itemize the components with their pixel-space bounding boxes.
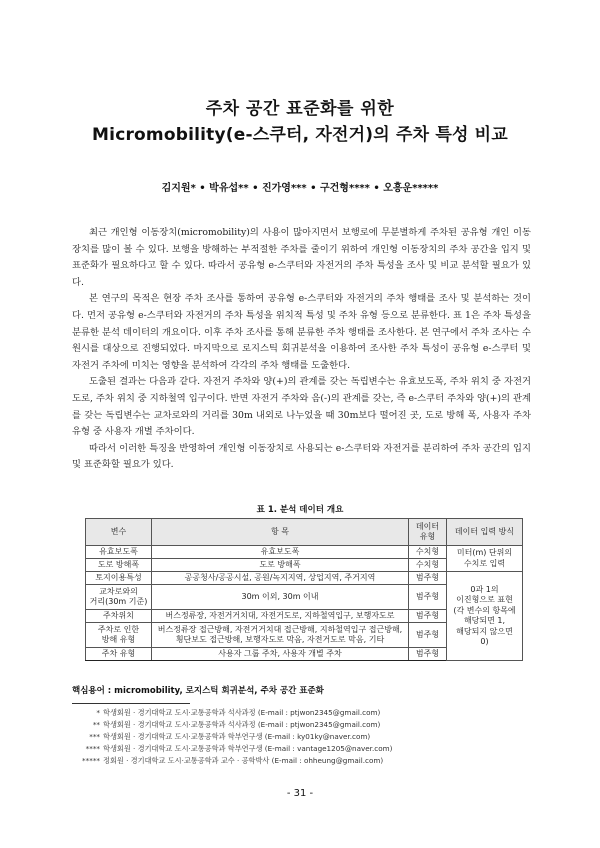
footnote-text: 학생회원 · 경기대학교 도시·교통공학과 석사과정 (E-mail : ptjwon2345@gmail.com) [103,720,381,729]
header-data-type-line-2: 유형 [419,532,436,541]
title-line-1: 주차 공간 표준화를 위한 [205,99,395,119]
title-line-2: Micromobility(e-스쿠터, 자전거)의 주차 특성 비교 [92,125,508,145]
abstract [72,225,531,474]
method-numeric-line-2: 수치로 입력 [463,558,506,568]
method-categorical-line-2: 이진형으로 표현 [456,595,513,604]
cell-variable [86,585,152,610]
cell-method-numeric [447,546,523,572]
footnote-text: 정회원 · 경기대학교 도시·교통공학과 교수 · 공학박사 (E-mail : ohheung@gmail.com) [103,756,384,765]
cell-item [152,623,409,648]
cell-variable-line-2: 방해 유형 [101,635,136,644]
cell-item: 버스정류장, 자전거거치대, 자전거도로, 지하철역입구, 보행자도로 [152,610,409,623]
cell-type: 범주형 [409,610,447,623]
footnote-mark: ***** [82,756,100,765]
footnote-divider [72,703,190,704]
header-data-type [409,519,447,546]
table-header-row [86,519,523,546]
footnote-item [72,743,532,755]
header-item: 항 목 [152,519,409,546]
cell-item: 사용자 그룹 주차, 사용자 개별 주차 [152,648,409,661]
cell-variable-line-1: 주차로 인한 [97,624,140,634]
footnote-item [72,707,532,719]
table-caption: 표 1. 분석 데이터 개요 [256,505,344,515]
method-categorical-line-1: 0과 1의 [470,584,499,594]
cell-variable: 주차 유형 [86,648,152,661]
footnote-mark: ** [92,720,100,729]
footnote-mark: * [96,708,100,717]
footnote-text: 학생회원 · 경기대학교 도시·교통공학과 석사과정 (E-mail : ptjwon2345@gmail.com) [103,708,381,717]
cell-item: 유효보도폭 [152,546,409,559]
page-number: - 31 - [286,788,314,799]
cell-type: 범주형 [409,572,447,585]
keywords: 핵심용어 : micromobility, 로지스틱 회귀분석, 주차 공간 표준화 [72,686,324,696]
footnote-mark: **** [85,744,100,753]
cell-variable-line-1: 교차로와의 [99,586,138,596]
table-row [86,546,523,559]
footnote-item [72,731,532,743]
cell-method-categorical [447,572,523,661]
footnote-text: 학생회원 · 경기대학교 도시·교통공학과 학부연구생 (E-mail : vantage1205@naver.com) [103,744,393,753]
cell-item-line-2: 횡단보도 접근방해, 보행자도로 막음, 자전거도로 막음, 기타 [175,635,385,644]
cell-type: 수치형 [409,559,447,572]
method-categorical-line-3: (각 변수의 항목에 [453,605,516,615]
footnote-text: 학생회원 · 경기대학교 도시·교통공학과 학부연구생 (E-mail : ky01ky@naver.com) [103,732,371,741]
table-row [86,572,523,585]
footnote-mark: *** [89,732,100,741]
footnote-item [72,719,532,731]
cell-type: 범주형 [409,585,447,610]
cell-variable: 토지이용특성 [86,572,152,585]
cell-variable: 주차위치 [86,610,152,623]
method-categorical-line-4: 해당되면 1, [463,616,506,625]
paper-title [0,96,600,148]
cell-item: 도로 방해폭 [152,559,409,572]
footnotes [72,707,532,767]
data-overview-table [85,518,523,661]
method-numeric-line-1: 미터(m) 단위의 [456,548,513,557]
cell-type: 범주형 [409,648,447,661]
abstract-paragraph-3: 도출된 결과는 다음과 같다. 자전거 주차와 양(+)의 관계를 갖는 독립변수는 유효보도폭, 주차 위치 중 자전거도로, 주차 위치 중 지하철역 입구이다. 반면 자전거 주차와 음(-)의 관계를 갖는, 즉 e-스쿠터 주차와 양(+)의 관계를 갖는 독립변수는 교차로와의 거리를 30m 내외로 나누었을 때 30m보다 떨어진 곳, 도로 방해 폭, 사용자 주차 유형 중 사용자 개별 주차이다. [72,376,531,438]
abstract-paragraph-1: 최근 개인형 이동장치(micromobility)의 사용이 많아지면서 보행로에 무분별하게 주차된 공유형 개인 이동장치를 많이 볼 수 있다. 보행을 방해하는 부적절한 주차를 줄이기 위하여 개인형 이동장치의 주차 공간을 입지 및 표준화가 필요하다고 할 수 있다. 따라서 공유형 e-스쿠터와 자전거의 주차 특성을 조사 및 비교 분석할 필요가 있다. [72,227,531,288]
method-categorical-line-6: 0) [480,637,489,646]
cell-variable: 유효보도폭 [86,546,152,559]
cell-type: 수치형 [409,546,447,559]
cell-variable [86,623,152,648]
cell-item: 공공청사/공공시설, 공원/녹지지역, 상업지역, 주거지역 [152,572,409,585]
cell-type: 범주형 [409,623,447,648]
footnote-item [72,755,532,767]
abstract-paragraph-2: 본 연구의 목적은 현장 주차 조사를 통하여 공유형 e-스쿠터와 자전거의 주차 행태를 조사 및 분석하는 것이다. 먼저 공유형 e-스쿠터와 자전거의 주차 특성을 위치적 특성 및 주차 유형 등으로 분류한다. 표 1은 주차 특성을 분류한 분석 데이터의 개요이다. 이후 주차 조사를 통해 분류한 주차 행태를 조사한다. 본 연구에서 주차 조사는 수원시를 대상으로 진행되었다. 마지막으로 로지스틱 회귀분석을 이용하여 조사한 주차 특성이 공유형 e-스쿠터 및 자전거 주차에 미치는 영향을 분석하여 각각의 주차 행태를 도출한다. [72,293,531,371]
header-data-type-line-1: 데이터 [415,521,440,531]
cell-item: 30m 이외, 30m 이내 [152,585,409,610]
cell-variable: 도로 방해폭 [86,559,152,572]
author-list: 김지원* • 박유섭** • 진가영*** • 구건형**** • 오흥운***** [161,183,439,194]
abstract-paragraph-4: 따라서 이러한 특징을 반영하여 개인형 이동장치로 사용되는 e-스쿠터와 자전거를 분리하여 주차 공간의 입지 및 표준화할 필요가 있다. [72,442,531,471]
method-categorical-line-5: 해당되지 않으면 [456,626,513,636]
header-input-method: 데이터 입력 방식 [447,519,523,546]
cell-item-line-1: 버스정류장 접근방해, 자전거거치대 접근방해, 지하철역입구 접근방해, [157,624,403,634]
header-variable: 변수 [86,519,152,546]
cell-variable-line-2: 거리(30m 기준) [89,597,148,606]
